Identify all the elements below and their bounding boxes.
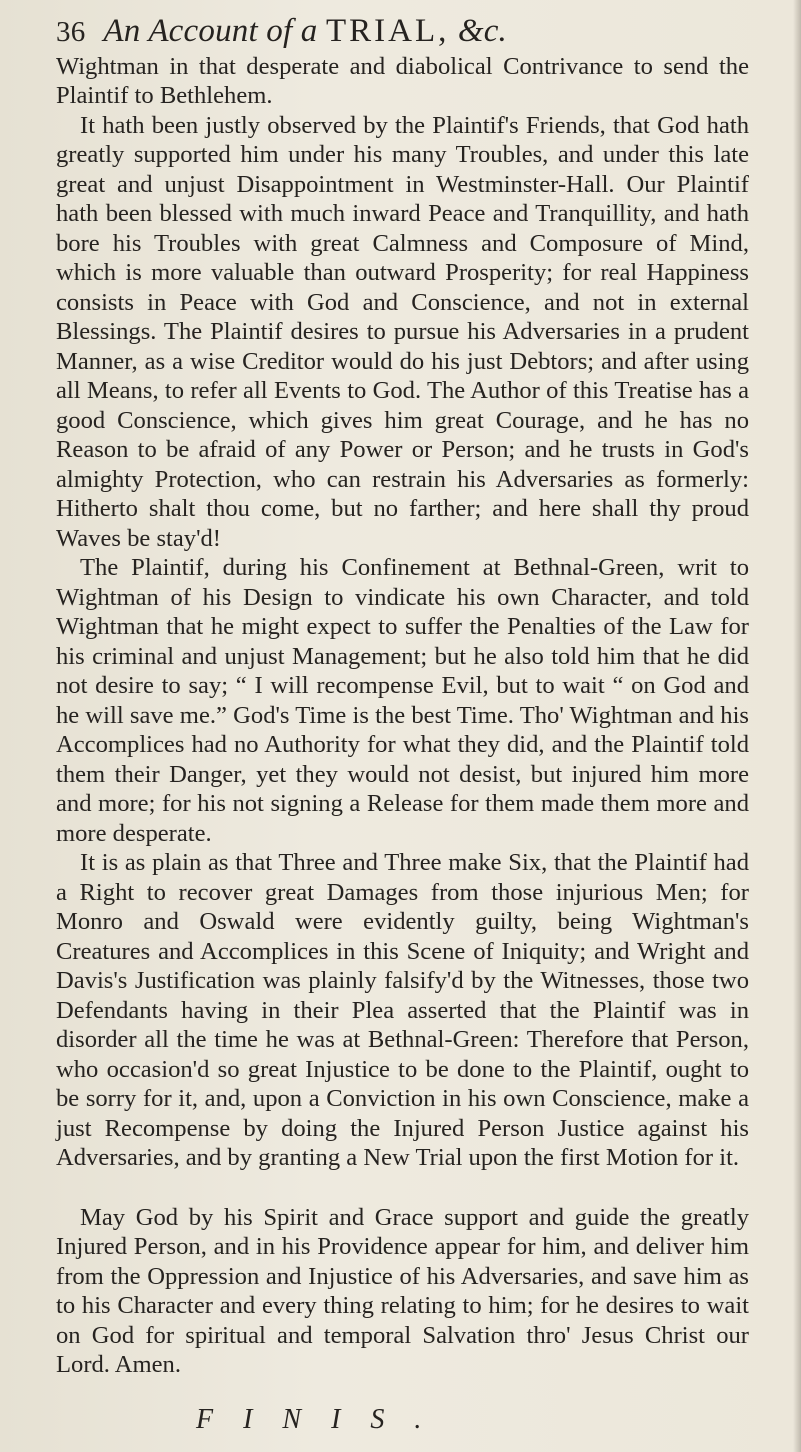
- running-title-etc: &c.: [457, 13, 507, 49]
- paragraph-confinement: The Plaintif, during his Confinement at Bethnal-Green, writ to Wightman of his Design to vindicate his own Character, and told Wightman that he might expect to suffer the Penalties of the Law for his criminal and unjust Management; but he also told him that he did not desire to say; “ I will recompense Evil, but to wait “ on God and he will save me.” God's Time is the best Time. Tho' Wightman and his Accomplices had no Authority for what they did, and the Plaintif told them their Danger, yet they would not desist, but injured him more and more; for his not signing a Release for them made them more and more desperate.: [56, 554, 749, 847]
- running-title: [103, 14, 507, 49]
- finis-mark: FINIS.: [196, 1403, 452, 1435]
- running-header: [56, 14, 749, 49]
- running-title-main: An Account of a: [103, 13, 318, 49]
- page-edge-shadow: [793, 0, 801, 1452]
- paragraph-continuation: Wightman in that desperate and diabolical Contrivance to send the Plaintif to Bethlehem.: [56, 52, 749, 110]
- paragraph-providence: It hath been justly observed by the Plaintif's Friends, that God hath greatly supported him under his many Troubles, and under this late great and unjust Disappointment in Westminster-Hall. Our Plaintif hath been blessed with much inward Peace and Tranquillity, and hath bore his Troubles with great Calmness and Composure of Mind, which is more valuable than outward Prosperity; for real Happiness consists in Peace with God and Conscience, and not in external Blessings. The Plaintif desires to pursue his Adversaries in a prudent Manner, as a wise Creditor would do his just Debtors; and after using all Means, to refer all Events to God. The Author of this Treatise has a good Conscience, which gives him great Courage, and he has no Reason to be afraid of any Power or Person; and he trusts in God's almighty Protection, who can restrain his Adversaries as formerly: Hitherto shalt thou come, but no farther; and here shall thy proud Waves be stay'd!: [56, 111, 749, 552]
- body-text: [56, 52, 749, 1380]
- page-number: 36: [56, 16, 86, 48]
- running-title-trial: TRIAL,: [325, 13, 450, 49]
- paragraph-prayer: May God by his Spirit and Grace support and guide the greatly Injured Person, and in his Providence appear for him, and deliver him from the Oppression and Injustice of his Adversaries, and save him as to his Character and every thing relating to him; for he desires to wait on God for spiritual and temporal Salvation thro' Jesus Christ our Lord. Amen.: [56, 1203, 749, 1379]
- paragraph-damages: It is as plain as that Three and Three make Six, that the Plaintif had a Right to recover great Damages from those injurious Men; for Monro and Oswald were evidently guilty, being Wightman's Creatures and Accomplices in this Scene of Iniquity; and Wright and Davis's Justification was plainly falsify'd by the Witnesses, those two Defendants having in their Plea asserted that the Plaintif was in disorder all the time he was at Bethnal-Green: Therefore that Person, who occasion'd so great Injustice to be done to the Plaintif, ought to be sorry for it, and, upon a Conviction in his own Conscience, make a just Recompense by doing the Injured Person Justice against his Adversaries, and by granting a New Trial upon the first Motion for it.: [56, 849, 749, 1172]
